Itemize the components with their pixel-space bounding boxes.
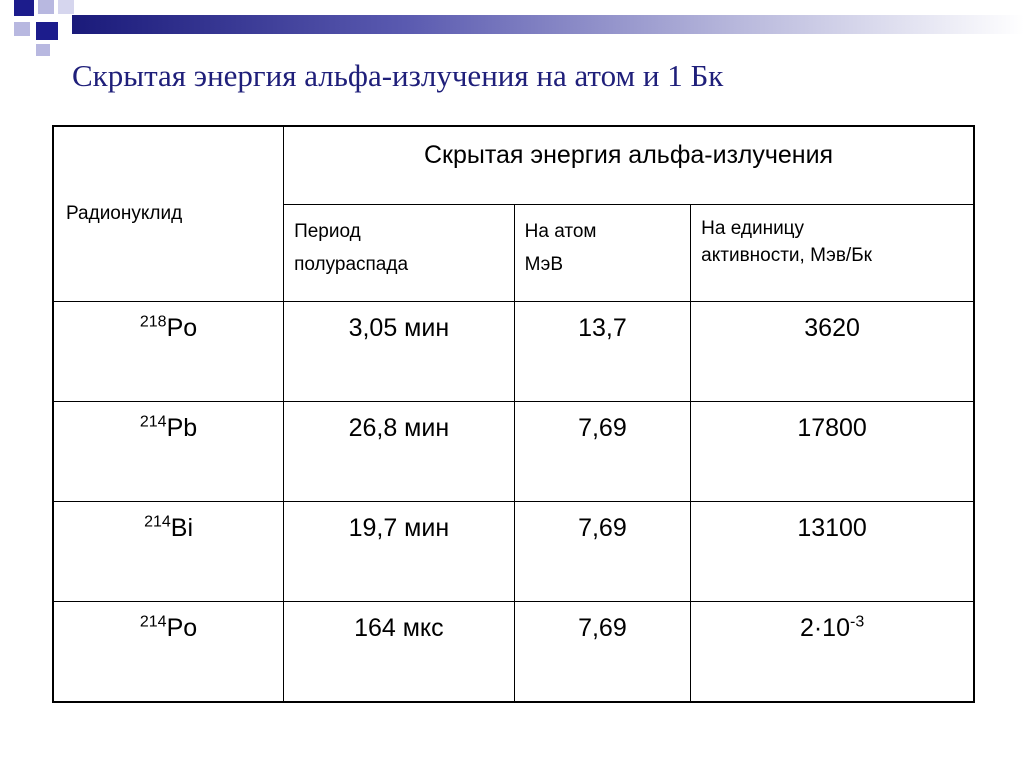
cell-half-life: 3,05 мин [284,302,515,402]
decor-square-5 [58,0,74,14]
cell-nuclide: $^{214}$Po [53,602,284,703]
cell-per-activity: 17800 [691,402,974,502]
cell-per-activity: $2\cdot 10^{-3}$ [691,602,974,703]
header-radionuclide: Радионуклид [53,126,284,302]
table-row [53,302,974,402]
header-gradient-bar [72,15,1024,34]
table-header-row [53,126,974,205]
header-hidden-energy: Скрытая энергия альфа-излучения [284,126,974,205]
cell-nuclide: $^{218}$Po [53,302,284,402]
table-row [53,402,974,502]
cell-per-activity: 13100 [691,502,974,602]
decor-square-6 [36,44,50,56]
cell-half-life: 26,8 мин [284,402,515,502]
slide-title: Скрытая энергия альфа-излучения на атом и 1 Бк [72,58,724,93]
cell-half-life: 164 мкс [284,602,515,703]
cell-per-activity: 3620 [691,302,974,402]
data-table [52,125,975,703]
cell-per-atom: 7,69 [514,502,691,602]
cell-per-atom: 7,69 [514,402,691,502]
header-per-atom: На атом МэВ [514,205,691,302]
decor-square-4 [36,22,58,40]
cell-half-life: 19,7 мин [284,502,515,602]
decor-square-2 [38,0,54,14]
cell-per-atom: 7,69 [514,602,691,703]
header-per-activity: На единицу активности, Мэв/Бк [691,205,974,302]
decor-square-1 [14,0,34,16]
header-half-life: Период полураспада [284,205,515,302]
cell-nuclide: $^{214}$Bi [53,502,284,602]
table-row [53,602,974,703]
decor-square-3 [14,22,30,36]
cell-nuclide: $^{214}$Pb [53,402,284,502]
table-row [53,502,974,602]
cell-per-atom: 13,7 [514,302,691,402]
